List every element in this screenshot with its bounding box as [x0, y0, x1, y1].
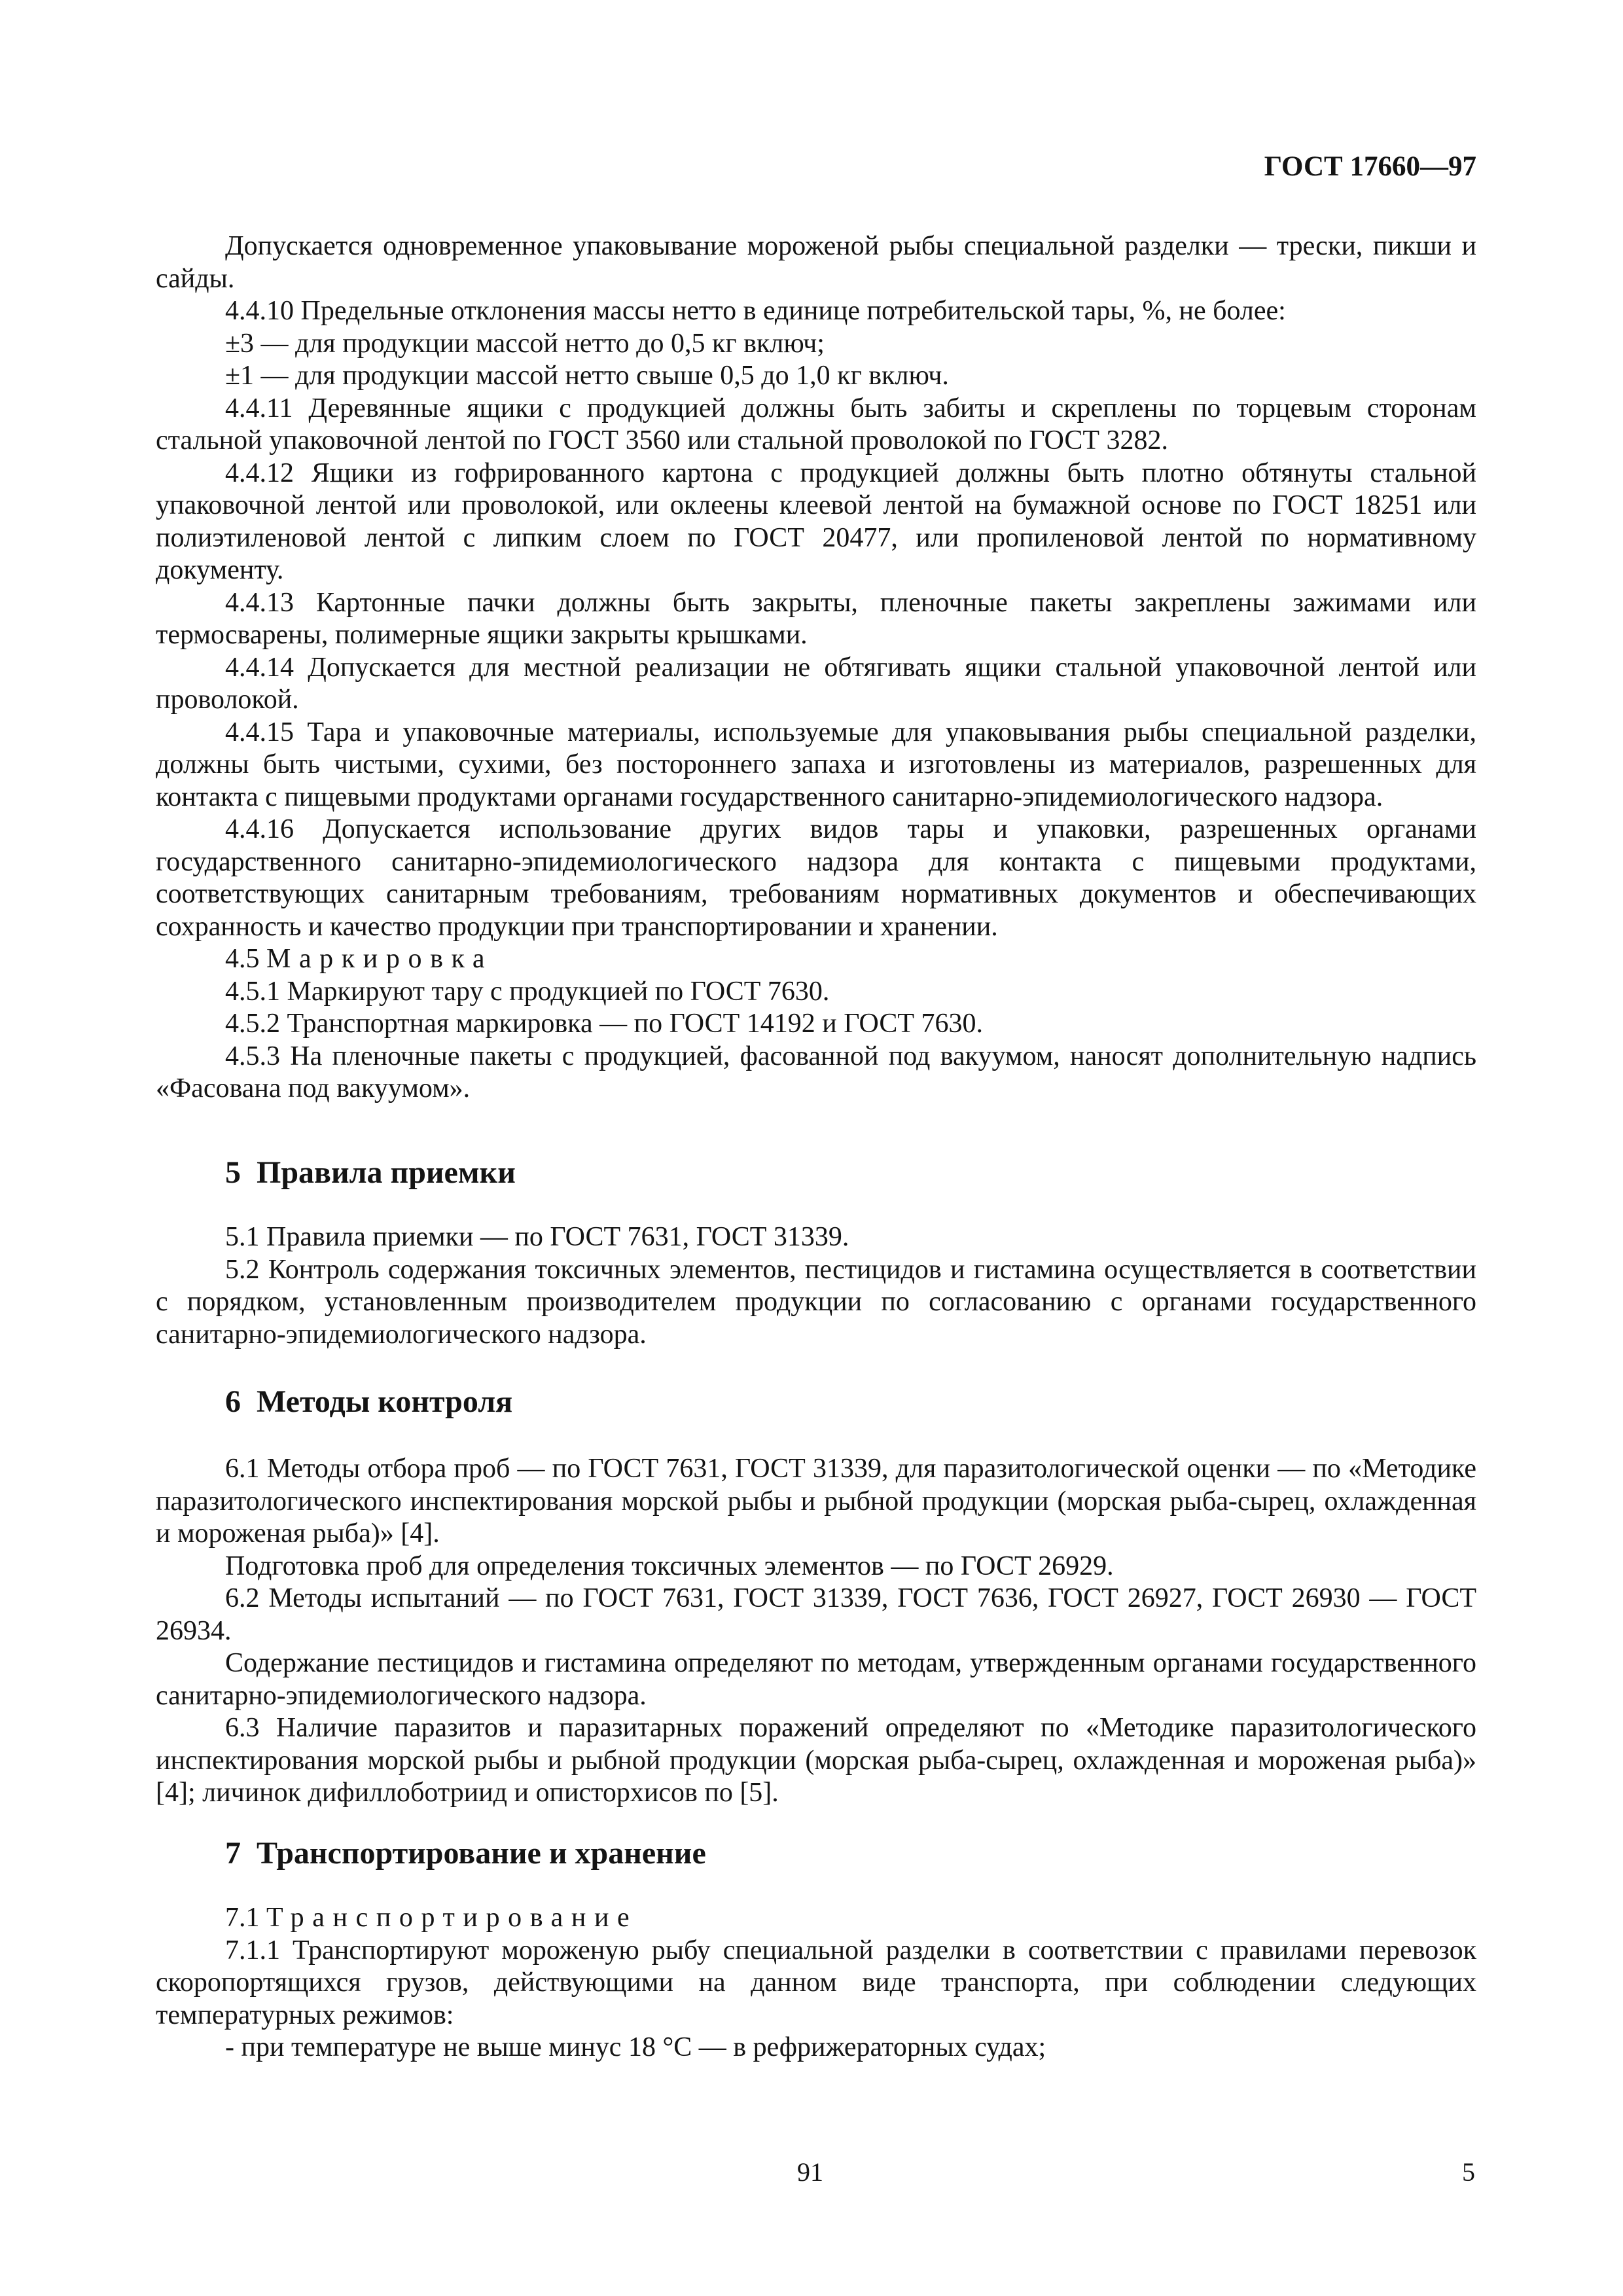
section-heading — [156, 1153, 1476, 1193]
section-title: Правила приемки — [257, 1155, 516, 1190]
section-title: Транспортирование и хранение — [257, 1836, 706, 1871]
subsection-title: Маркировка — [266, 944, 493, 974]
paragraph: 5.2 Контроль содержания токсичных элементов, пестицидов и гистамина осуществляется в соответствии с порядком, установленным производителем продукции по согласованию с органами государственного санитарно-эпидемиологического надзора. — [156, 1254, 1476, 1350]
paragraph: 4.4.11 Деревянные ящики с продукцией должны быть забиты и скреплены по торцевым сторонам стальной упаковочной лентой по ГОСТ 3560 или стальной проволокой по ГОСТ 3282. — [156, 393, 1476, 456]
paragraph: ±1 — для продукции массой нетто свыше 0,5 до 1,0 кг включ. — [225, 361, 949, 391]
paragraph: Содержание пестицидов и гистамина определяют по методам, утвержденным органами государственного санитарно-эпидемиологического надзора. — [156, 1648, 1476, 1711]
section-7-body — [156, 1902, 1476, 2064]
paragraph: 4.5.3 На пленочные пакеты с продукцией, фасованной под вакуумом, наносят дополнительную надпись «Фасована под вакуумом». — [156, 1041, 1476, 1103]
section-heading — [156, 1382, 1476, 1422]
paragraph: 4.5.1 Маркируют тару с продукцией по ГОСТ 7630. — [225, 976, 830, 1007]
subsection-heading-marking — [156, 943, 1476, 976]
paragraph: 4.4.12 Ящики из гофрированного картона с продукцией должны быть плотно обтянуты стальной упаковочной лентой или проволокой, или оклеены клеевой лентой на бумажной основе по ГОСТ 18251 или полиэтиленовой лентой с липким слоем по ГОСТ 20477, или пропиленовой лентой по нормативному документу. — [156, 457, 1476, 585]
paragraph: 5.1 Правила приемки — по ГОСТ 7631, ГОСТ 31339. — [225, 1222, 849, 1252]
page-number-center: 91 — [797, 2157, 823, 2187]
paragraph: 4.5.2 Транспортная маркировка — по ГОСТ 14192 и ГОСТ 7630. — [225, 1009, 984, 1039]
paragraph: 4.4.13 Картонные пачки должны быть закрыты, пленочные пакеты закреплены зажимами или термосварены, полимерные ящики закрыты крышками. — [156, 587, 1476, 650]
content-block-packaging — [156, 230, 1476, 1105]
subsection-title: Транспортирование — [266, 1903, 638, 1933]
section-5-body — [156, 1221, 1476, 1351]
section-number: 5 — [225, 1155, 241, 1190]
paragraph: 4.4.14 Допускается для местной реализации не обтягивать ящики стальной упаковочной лентой или проволокой. — [156, 652, 1476, 715]
paragraph: 6.1 Методы отбора проб — по ГОСТ 7631, ГОСТ 31339, для паразитологической оценки — по «Методике паразитологического инспектирования морской рыбы и рыбной продукции (морская рыба-сырец, охлажденная и мороженая рыба)» [4]. — [156, 1454, 1476, 1549]
subsection-number: 4.5 — [225, 944, 260, 974]
page-number-right: 5 — [1462, 2157, 1475, 2187]
section-number: 7 — [225, 1836, 241, 1871]
section-5 — [156, 1153, 1476, 1193]
section-6-body — [156, 1453, 1476, 1810]
subsection-heading-transport — [156, 1902, 1476, 1935]
document-header: ГОСТ 17660—97 — [1264, 151, 1476, 182]
paragraph: 4.4.16 Допускается использование других видов тары и упаковки, разрешенных органами государственного санитарно-эпидемиологического надзора для контакта с пищевыми продуктами, соответствующих санитарным требованиям, требованиям нормативных документов и обеспечивающих сохранность и качество продукции при транспортировании и хранении. — [156, 814, 1476, 942]
paragraph: - при температуре не выше минус 18 °С — в рефрижераторных судах; — [225, 2032, 1046, 2062]
section-7 — [156, 1834, 1476, 1873]
paragraph: 6.3 Наличие паразитов и паразитарных поражений определяют по «Методике паразитологического инспектирования морской рыбы и рыбной продукции (морская рыба-сырец, охлажденная и мороженая рыба)» [4]; личинок дифиллоботриид и описторхисов по [5]. — [156, 1713, 1476, 1808]
paragraph: 4.4.10 Предельные отклонения массы нетто в единице потребительской тары, %, не более: — [225, 296, 1286, 326]
paragraph: 7.1.1 Транспортируют мороженую рыбу специальной разделки в соответствии с правилами перевозок скоропортящихся грузов, действующими на данном виде транспорта, при соблюдении следующих температурных режимов: — [156, 1935, 1476, 2030]
paragraph: 4.4.15 Тара и упаковочные материалы, используемые для упаковывания рыбы специальной разделки, должны быть чистыми, сухими, без постороннего запаха и изготовлены из материалов, разрешенных для контакта с пищевыми продуктами органами государственного санитарно-эпидемиологического надзора. — [156, 717, 1476, 812]
paragraph: Допускается одновременное упаковывание мороженой рыбы специальной разделки — трески, пикши и сайды. — [156, 231, 1476, 294]
paragraph: 6.2 Методы испытаний — по ГОСТ 7631, ГОСТ 31339, ГОСТ 7636, ГОСТ 26927, ГОСТ 26930 — ГОСТ 26934. — [156, 1583, 1476, 1646]
paragraph: Подготовка проб для определения токсичных элементов — по ГОСТ 26929. — [225, 1551, 1114, 1581]
section-title: Методы контроля — [257, 1384, 513, 1419]
section-6 — [156, 1382, 1476, 1422]
subsection-number: 7.1 — [225, 1903, 260, 1933]
paragraph: ±3 — для продукции массой нетто до 0,5 кг включ; — [225, 328, 825, 359]
section-number: 6 — [225, 1384, 241, 1419]
section-heading — [156, 1834, 1476, 1873]
